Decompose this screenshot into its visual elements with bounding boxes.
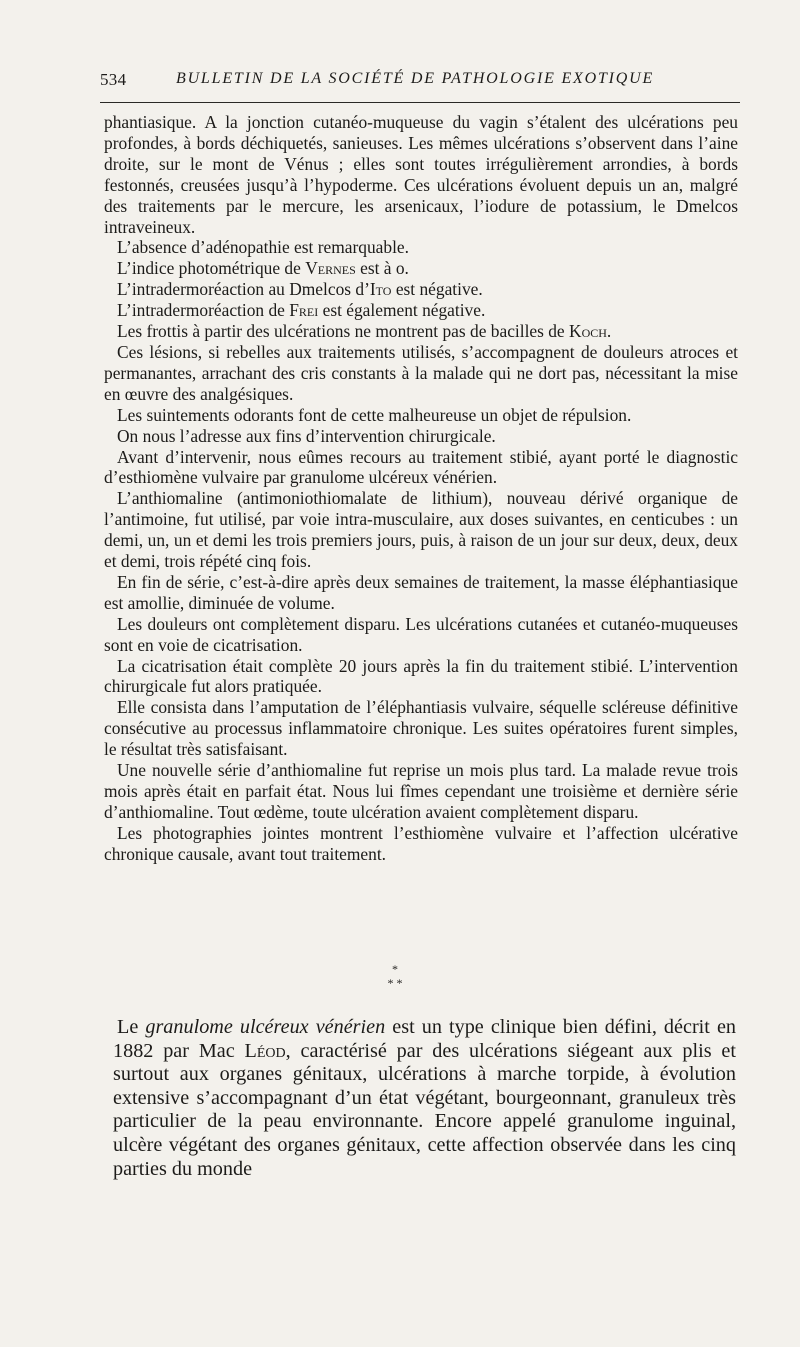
paragraph: L’intradermoréaction au Dmelcos d’Ito est négative.: [117, 279, 483, 300]
paragraph: Les photographies jointes montrent l’esthiomène vulvaire et l’affection ulcérative chronique causale, avant tout traitement.: [104, 822, 738, 864]
italic-term: granulome ulcéreux vénérien: [145, 1016, 386, 1038]
author-name: Léod: [244, 1039, 286, 1062]
author-name: Koch: [569, 321, 607, 342]
paragraph: L’absence d’adénopathie est remarquable.: [117, 237, 409, 258]
separator-top: *: [392, 962, 398, 976]
paragraph: phantiasique. A la jonction cutanéo-muqueuse du vagin s’étalent des ulcérations peu profondes, à bords déchiquetés, sanieuses. Les mêmes ulcérations s’observent dans l’aine droite, sur le mont de Vénus ; elles sont toutes irrégulièrement arrondies, à bords festonnés, creusées jusqu’à l’hypoderme. Ces ulcérations évoluent depuis un an, malgré des traitements par le mercure, les arsenicaux, l’iodure de potassium, le Dmelcos intraveineux.: [104, 112, 738, 237]
paragraph: On nous l’adresse aux fins d’intervention chirurgicale.: [117, 425, 496, 446]
paragraph: Les suintements odorants font de cette malheureuse un objet de répulsion.: [117, 404, 632, 425]
page-header: [100, 70, 740, 98]
paragraph: Elle consista dans l’amputation de l’éléphantiasis vulvaire, séquelle scléreuse définitive consécutive au processus inflammatoire chronique. Les suites opératoires furent simples, le résultat très satisfaisant.: [104, 697, 738, 760]
paragraph: L’indice photométrique de Vernes est à o.: [117, 258, 409, 279]
paragraph: Le granulome ulcéreux vénérien est un type clinique bien défini, décrit en 1882 par Mac Léod, caractérisé par des ulcérations siégeant aux plis et surtout aux organes génitaux, ulcérations à marche torpide, à évolution extensive s’accompagnant d’un état végétant, bourgeonnant, granuleux très particulier de la peau environnante. Encore appelé granulome inguinal, ulcère végétant des organes génitaux, cette affection observée dans les cinq parties du monde: [113, 1016, 736, 1180]
author-name: Ito: [369, 279, 392, 300]
section-separator: [360, 962, 430, 990]
page-number: 534: [100, 70, 127, 89]
paragraph: Avant d’intervenir, nous eûmes recours au traitement stibié, ayant porté le diagnostic d’esthiomène vulvaire par granulome ulcéreux vénérien.: [104, 446, 738, 488]
paragraph: Les frottis à partir des ulcérations ne montrent pas de bacilles de Koch.: [117, 321, 612, 342]
case-report-text: [104, 112, 738, 865]
separator-bottom: * *: [387, 976, 403, 990]
paragraph: Les douleurs ont complètement disparu. Les ulcérations cutanées et cutanéo-muqueuses sont en voie de cicatrisation.: [104, 613, 738, 655]
header-rule: [100, 102, 740, 103]
paragraph: Une nouvelle série d’anthiomaline fut reprise un mois plus tard. La malade revue trois mois après était en parfait état. Nous lui fîmes cependant une troisième et dernière série d’anthiomaline. Tout œdème, toute ulcération avaient complètement disparu.: [104, 760, 738, 822]
paragraph: L’intradermoréaction de Frei est également négative.: [117, 300, 486, 321]
running-title: BULLETIN DE LA SOCIÉTÉ DE PATHOLOGIE EXOTIQUE: [176, 70, 655, 87]
paragraph: L’anthiomaline (antimoniothiomalate de lithium), nouveau dérivé organique de l’antimoine, fut utilisé, par voie intra-musculaire, aux doses suivantes, en centicubes : un demi, un, un et demi les trois premiers jours, puis, à raison de un jour sur deux, deux, deux et demi, trois répété cinq fois.: [104, 488, 738, 572]
main-text: [113, 1016, 736, 1181]
paragraph: En fin de série, c’est-à-dire après deux semaines de traitement, la masse éléphantiasique est amollie, diminuée de volume.: [104, 571, 738, 613]
author-name: Frei: [289, 300, 319, 321]
paragraph: La cicatrisation était complète 20 jours après la fin du traitement stibié. L’intervention chirurgicale fut alors pratiquée.: [104, 655, 738, 697]
paragraph: Ces lésions, si rebelles aux traitements utilisés, s’accompagnent de douleurs atroces et permanantes, arrachant des cris constants à la malade qui ne dort pas, nécessitant la mise en œuvre des analgésiques.: [104, 341, 738, 404]
author-name: Vernes: [305, 258, 356, 279]
